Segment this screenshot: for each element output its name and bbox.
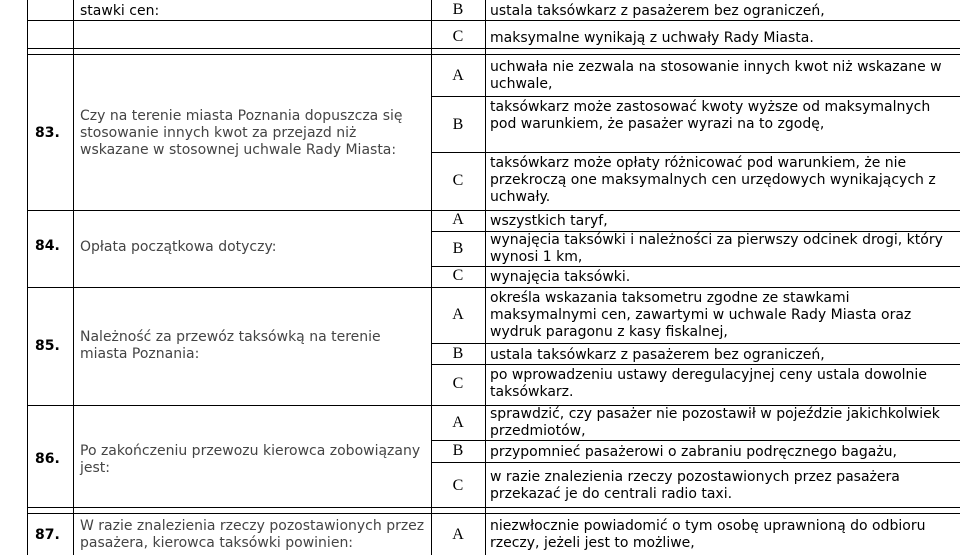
table-border-left bbox=[27, 0, 28, 555]
question-text: W razie znalezienia rzeczy pozostawionych przez pasażera, kierowca taksówki powinien: bbox=[80, 518, 425, 551]
table-row-divider bbox=[431, 266, 960, 267]
table-row-divider bbox=[431, 462, 960, 463]
question-text: Czy na terenie miasta Poznania dopuszcza się stosowanie innych kwot za przejazd niż wskazane w stosownej uchwale Rady Miasta: bbox=[80, 108, 403, 158]
table-row-divider bbox=[27, 287, 960, 288]
answer-text: po wprowadzeniu ustawy deregulacyjnej ceny ustala dowolnie taksówkarz. bbox=[490, 367, 927, 400]
answer-text: określa wskazania taksometru zgodne ze stawkami maksymalnymi cen, zawartymi w uchwale Rady Miasta oraz wydruk paragonu z kasy fiskalnej, bbox=[490, 290, 912, 340]
answer-text: przypomnieć pasażerowi o zabraniu podręcznego bagażu, bbox=[490, 444, 897, 460]
table-row-divider bbox=[431, 343, 960, 344]
answer-text: ustala taksówkarz z pasażerem bez ograniczeń, bbox=[490, 347, 825, 363]
table-row-divider bbox=[431, 364, 960, 365]
answer-letter: A bbox=[452, 67, 464, 84]
table-divider-answer bbox=[485, 0, 486, 555]
answer-text: sprawdzić, czy pasażer nie pozostawił w pojeździe jakichkolwiek przedmiotów, bbox=[490, 406, 940, 439]
table-row-divider bbox=[431, 152, 960, 153]
question-number: 87. bbox=[35, 527, 60, 543]
answer-letter: C bbox=[452, 267, 464, 284]
question-number: 84. bbox=[35, 238, 60, 254]
answer-letter: C bbox=[452, 375, 464, 392]
answer-text: wynajęcia taksówki i należności za pierwszy odcinek drogi, który wynosi 1 km, bbox=[490, 232, 943, 265]
table-divider-question bbox=[73, 0, 74, 555]
question-text: Należność za przewóz taksówką na terenie miasta Poznania: bbox=[80, 329, 381, 362]
question-number: 86. bbox=[35, 451, 60, 467]
answer-text: uchwała nie zezwala na stosowanie innych kwot niż wskazane w uchwale, bbox=[490, 59, 942, 92]
table-row-divider bbox=[431, 440, 960, 441]
answer-letter: C bbox=[452, 172, 464, 189]
answer-letter: A bbox=[452, 414, 464, 431]
table-row-divider bbox=[27, 20, 960, 21]
answer-text: wszystkich taryf, bbox=[490, 213, 608, 229]
answer-letter: A bbox=[452, 306, 464, 323]
question-number: 83. bbox=[35, 125, 60, 141]
answer-letter: C bbox=[452, 28, 464, 45]
question-text: Po zakończeniu przewozu kierowca zobowiązany jest: bbox=[80, 443, 421, 476]
answer-letter: B bbox=[452, 116, 464, 133]
answer-text: taksówkarz może zastosować kwoty wyższe od maksymalnych pod warunkiem, że pasażer wyrazi na to zgodę, bbox=[490, 99, 931, 132]
answer-text: wynajęcia taksówki. bbox=[490, 269, 631, 285]
answer-letter: B bbox=[452, 240, 464, 257]
table-row-divider bbox=[431, 96, 960, 97]
table-row-divider bbox=[27, 48, 960, 49]
table-row-divider bbox=[27, 507, 960, 508]
answer-letter: B bbox=[452, 345, 464, 362]
answer-letter: A bbox=[452, 526, 464, 543]
answer-letter: B bbox=[452, 1, 464, 18]
table-row-divider bbox=[27, 54, 960, 55]
table-row-divider bbox=[27, 210, 960, 211]
question-text: stawki cen: bbox=[80, 3, 160, 19]
answer-letter: B bbox=[452, 442, 464, 459]
answer-text: niezwłocznie powiadomić o tym osobę uprawnioną do odbioru rzeczy, jeżeli jest to możliwe, bbox=[490, 518, 926, 551]
answer-text: taksówkarz może opłaty różnicować pod warunkiem, że nie przekroczą one maksymalnych cen urzędowych wynikających z uchwały. bbox=[490, 155, 936, 205]
question-number: 85. bbox=[35, 338, 60, 354]
question-text: Opłata początkowa dotyczy: bbox=[80, 239, 277, 255]
answer-text: ustala taksówkarz z pasażerem bez ograniczeń, bbox=[490, 3, 825, 19]
table-row-divider bbox=[27, 513, 960, 514]
answer-letter: C bbox=[452, 477, 464, 494]
answer-text: maksymalne wynikają z uchwały Rady Miasta. bbox=[490, 30, 814, 46]
answer-text: w razie znalezienia rzeczy pozostawionych przez pasażera przekazać je do centrali radio taxi. bbox=[490, 469, 900, 502]
answer-letter: A bbox=[452, 211, 464, 228]
